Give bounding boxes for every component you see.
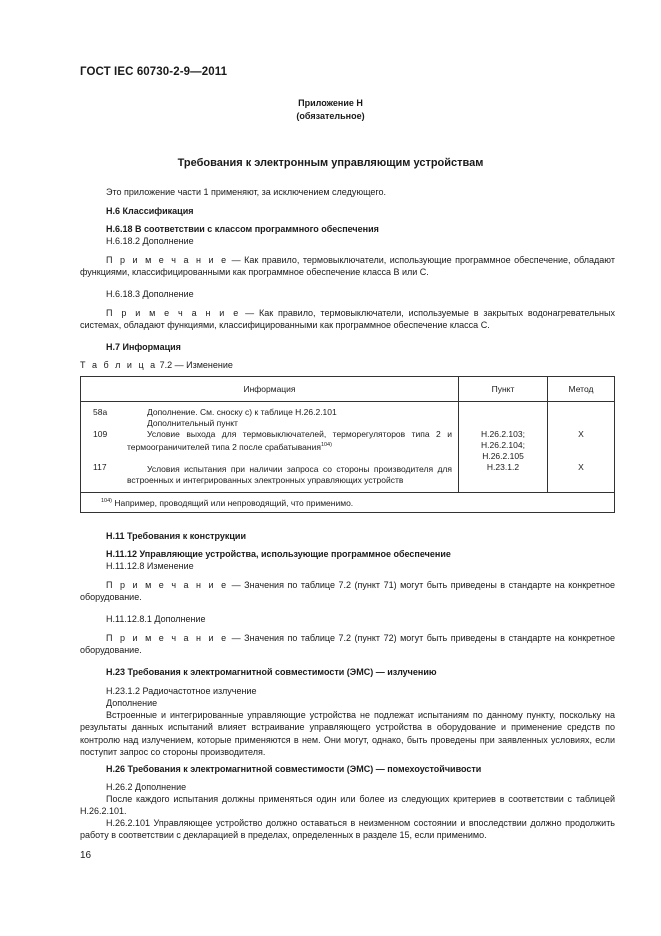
row-information [127,402,459,493]
row-num: 58a [93,407,108,417]
footnote-text: Например, проводящий или непроводящий, что применимо. [114,497,354,508]
page-title: Требования к электронным управляющим устройствам [177,157,484,169]
row-num [93,418,127,429]
addition-label: Дополнение [106,698,158,708]
section-heading-h6: H.6 Классификация [106,206,194,216]
clause-h23-1-2: H.23.1.2 Радиочастотное излучение [106,686,257,696]
note-label: П р и м е ч а н и е [106,308,241,318]
section-heading-h11-12: H.11.12 Управляющие устройства, использующие программное обеспечение [106,549,451,559]
section-heading-h7: H.7 Информация [106,342,181,352]
note-4 [80,632,615,657]
change-table [80,376,615,513]
row-info: Условия испытания при наличии запроса со стороны производителя для встроенных и интегрированных электронных управляющих устройств [127,463,452,485]
clause-h6-18-2: H.6.18.2 Дополнение [106,236,194,246]
table-row [81,402,615,493]
annex-status: (обязательное) [296,111,365,121]
section-heading-h23: H.23 Требования к электромагнитной совместимости (ЭМС) — излучению [106,667,437,677]
row-num: 109 [93,429,108,439]
row-methods [548,402,615,493]
row-method: X [578,429,584,439]
note-text: — Как правило, термовыключатели, используемые в закрытых водонагревательных системах, обладают функциями, классифицированными как программное обеспечение класса C. [80,308,615,331]
row-clauses [459,402,548,493]
note-3 [80,579,615,604]
footnote-ref: 104) [320,442,332,448]
table-caption [80,359,233,371]
note-label: П р и м е ч а н и е [106,633,229,643]
clause-h6-18-3: H.6.18.3 Дополнение [106,289,194,299]
table-footnote [81,492,615,512]
note-label: П р и м е ч а н и е [106,255,229,265]
page-number: 16 [80,850,92,861]
table-caption-text: 7.2 — Изменение [157,360,233,370]
section-heading-h11: H.11 Требования к конструкции [106,531,246,541]
section-heading-h6-18: H.6.18 В соответствии с классом программного обеспечения [106,224,379,234]
table-caption-label: Т а б л и ц а [80,360,158,370]
table-header-row [81,377,615,402]
note-text: — Значения по таблице 7.2 (пункт 72) могут быть приведены в стандарте на конкретное оборудование. [80,633,615,656]
note-text: — Как правило, термовыключатели, использующие программное обеспечение, обладают функциями, классифицированными как программное обеспечение класса B или C. [80,255,615,278]
section-heading-h26: H.26 Требования к электромагнитной совместимости (ЭМС) — помехоустойчивости [106,764,482,774]
row-info: Дополнительный пункт [147,418,238,428]
intro-text: Это приложение части 1 применяют, за исключением следующего. [106,187,387,197]
annex-label: Приложение H [298,98,363,108]
paragraph-h26-2: После каждого испытания должны применяться один или более из следующих критериев в соответствии с таблицей H.26.2.101. [80,794,615,817]
clause-h11-12-8-1: H.11.12.8.1 Дополнение [106,614,206,624]
row-numbers [81,402,128,493]
row-info-109 [127,429,452,453]
row-num: 117 [93,462,107,472]
row-clause: H.26.2.103; H.26.2.104; H.26.2.105 [481,429,525,461]
row-clause: H.23.1.2 [486,462,520,472]
note-text: — Значения по таблице 7.2 (пункт 71) могут быть приведены в стандарте на конкретное оборудование. [80,580,615,603]
paragraph-h23: Встроенные и интегрированные управляющие устройства не подлежат испытаниям по данному пункту, поскольку на результаты данных испытаний влияет встраивание управляющего устройства в оборудование и применение средств по контролю над излучением, которые применяются в нем. Они могут, однако, быть проведены при заявленных условиях, если поступит запрос со стороны производителя. [80,710,615,757]
header-clause: Пункт [459,377,548,402]
note-2 [80,307,615,332]
row-info: Условие выхода для термовыключателей, терморегуляторов типа 2 и термоограничителей типа 2 после срабатывания [127,429,452,452]
clause-h26-2: H.26.2 Дополнение [106,782,187,792]
row-info: Дополнение. См. сноску c) к таблице H.26.2.101 [147,407,337,417]
header-information: Информация [81,377,459,402]
footnote-mark: 104) [101,497,113,504]
clause-h11-12-8: H.11.12.8 Изменение [106,561,194,571]
header-method: Метод [548,377,615,402]
note-label: П р и м е ч а н и е [106,580,229,590]
note-1 [80,254,615,279]
paragraph-h26-2-101: H.26.2.101 Управляющее устройство должно оставаться в неизменном состоянии и впоследствии должно продолжить работу в соответствии с декларацией в пределах, определенных в разделе 15, если применимо. [80,818,615,841]
table-footnote-row [81,492,615,512]
document-header: ГОСТ IEC 60730-2-9—2011 [80,66,228,78]
row-method: X [578,462,584,472]
